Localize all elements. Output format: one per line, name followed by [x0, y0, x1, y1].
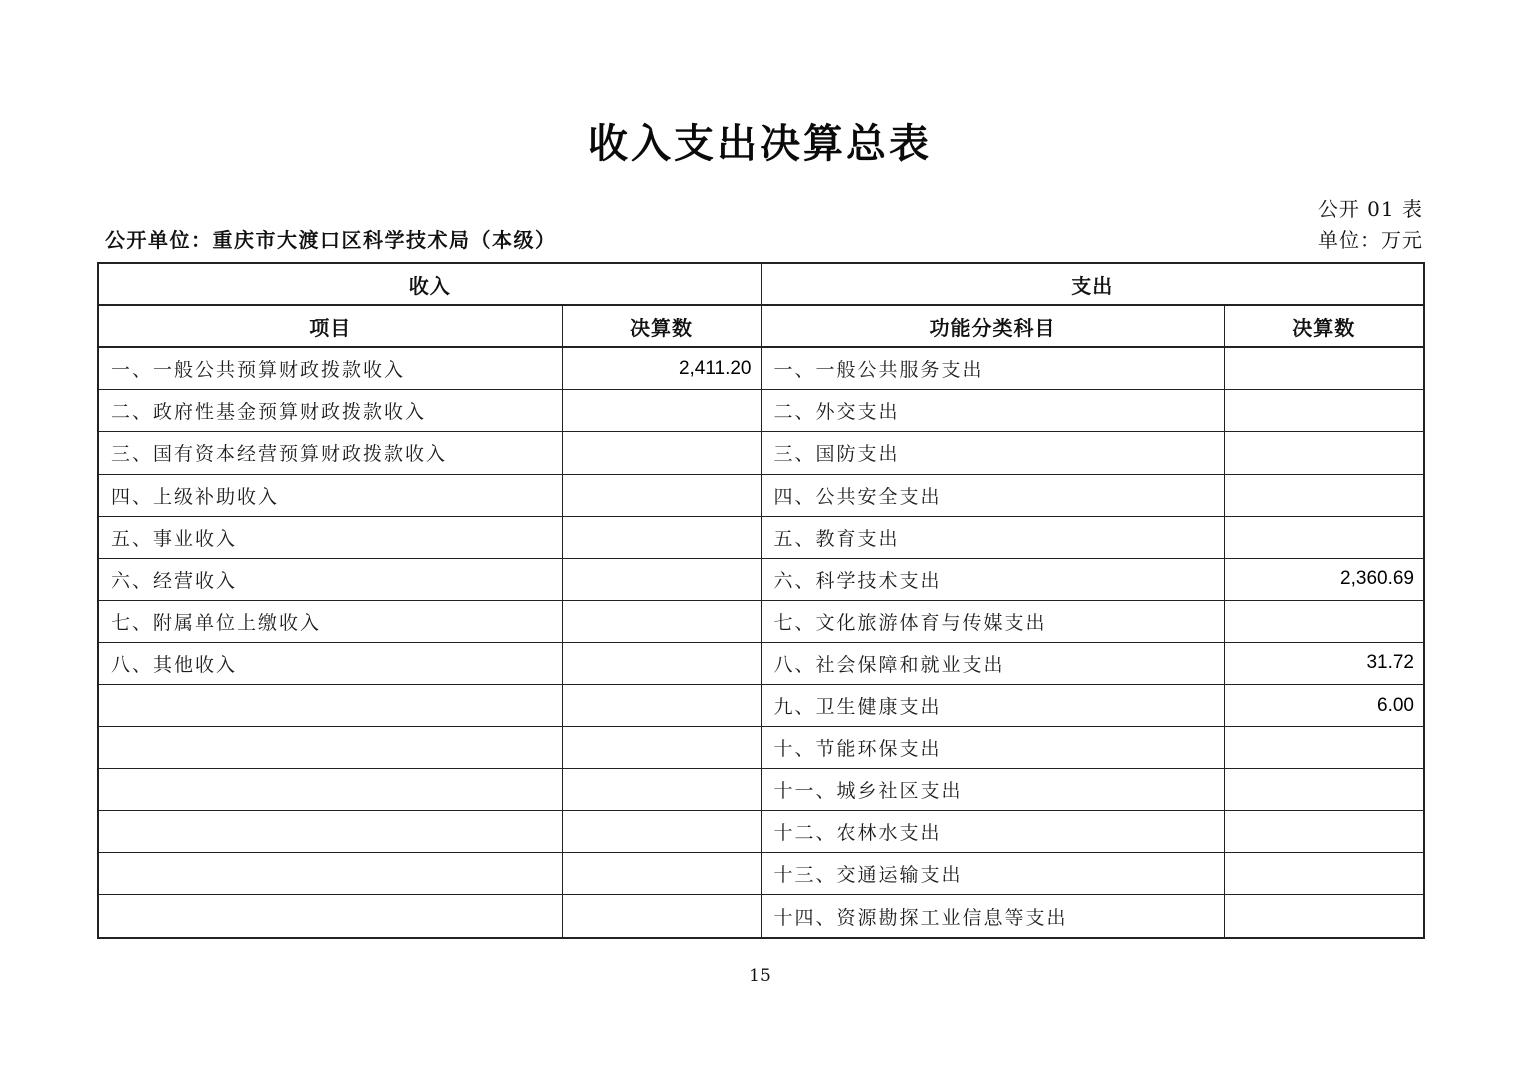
content-area [97, 193, 1423, 939]
expense-amount-cell: 2,360.69 [1224, 558, 1424, 600]
income-section-header: 收入 [98, 263, 761, 305]
expense-amount-cell [1224, 727, 1424, 769]
income-amount-cell [562, 769, 761, 811]
income-amount-cell: 2,411.20 [562, 347, 761, 390]
money-unit-label: 单位：万元 [1318, 228, 1423, 252]
expense-amount-cell [1224, 516, 1424, 558]
expense-item-cell: 十四、资源勘探工业信息等支出 [761, 895, 1224, 938]
table-row [98, 895, 1424, 938]
expense-item-cell: 十、节能环保支出 [761, 727, 1224, 769]
table-row [98, 558, 1424, 600]
income-item-column-header: 项目 [98, 305, 562, 347]
expense-amount-cell [1224, 811, 1424, 853]
expense-item-cell: 十二、农林水支出 [761, 811, 1224, 853]
page-title: 收入支出决算总表 [588, 122, 932, 166]
income-item-cell [98, 853, 562, 895]
expense-amount-cell [1224, 769, 1424, 811]
meta-row [97, 224, 1423, 253]
income-amount-cell [562, 642, 761, 684]
expense-item-cell: 十一、城乡社区支出 [761, 769, 1224, 811]
expense-amount-cell [1224, 432, 1424, 474]
income-item-cell: 六、经营收入 [98, 558, 562, 600]
section-header-row [98, 263, 1424, 305]
income-amount-cell [562, 600, 761, 642]
income-item-cell: 七、附属单位上缴收入 [98, 600, 562, 642]
income-amount-column-header: 决算数 [562, 305, 761, 347]
table-row [98, 769, 1424, 811]
expense-item-cell: 一、一般公共服务支出 [761, 347, 1224, 390]
income-item-cell [98, 895, 562, 938]
table-row [98, 474, 1424, 516]
income-amount-cell [562, 390, 761, 432]
table-number: 公开 01 表 [1317, 197, 1423, 221]
table-row [98, 347, 1424, 390]
expense-amount-cell [1224, 853, 1424, 895]
income-item-cell: 五、事业收入 [98, 516, 562, 558]
expense-item-cell: 十三、交通运输支出 [761, 853, 1224, 895]
table-header [98, 263, 1424, 347]
income-item-cell: 八、其他收入 [98, 642, 562, 684]
expense-section-header: 支出 [761, 263, 1424, 305]
expense-item-cell: 八、社会保障和就业支出 [761, 642, 1224, 684]
income-amount-cell [562, 558, 761, 600]
table-body [98, 347, 1424, 938]
expense-amount-cell: 31.72 [1224, 642, 1424, 684]
income-expense-table [97, 262, 1425, 939]
income-amount-cell [562, 685, 761, 727]
table-row [98, 642, 1424, 684]
expense-amount-cell: 6.00 [1224, 685, 1424, 727]
income-amount-cell [562, 895, 761, 938]
expense-item-cell: 二、外交支出 [761, 390, 1224, 432]
column-header-row [98, 305, 1424, 347]
table-row [98, 853, 1424, 895]
expense-item-cell: 九、卫生健康支出 [761, 685, 1224, 727]
expense-item-cell: 四、公共安全支出 [761, 474, 1224, 516]
table-row [98, 432, 1424, 474]
expense-item-cell: 六、科学技术支出 [761, 558, 1224, 600]
income-item-cell [98, 727, 562, 769]
table-row [98, 727, 1424, 769]
income-item-cell [98, 685, 562, 727]
expense-amount-cell [1224, 895, 1424, 938]
expense-amount-cell [1224, 600, 1424, 642]
income-item-cell [98, 811, 562, 853]
income-amount-cell [562, 432, 761, 474]
page-number: 15 [749, 966, 771, 986]
income-amount-cell [562, 516, 761, 558]
expense-item-cell: 七、文化旅游体育与传媒支出 [761, 600, 1224, 642]
expense-amount-cell [1224, 474, 1424, 516]
expense-item-cell: 五、教育支出 [761, 516, 1224, 558]
income-item-cell: 四、上级补助收入 [98, 474, 562, 516]
expense-amount-column-header: 决算数 [1224, 305, 1424, 347]
expense-amount-cell [1224, 390, 1424, 432]
table-row [98, 811, 1424, 853]
expense-item-column-header: 功能分类科目 [761, 305, 1224, 347]
income-amount-cell [562, 727, 761, 769]
income-item-cell: 三、国有资本经营预算财政拨款收入 [98, 432, 562, 474]
income-amount-cell [562, 811, 761, 853]
table-row [98, 685, 1424, 727]
income-item-cell: 一、一般公共预算财政拨款收入 [98, 347, 562, 390]
income-item-cell: 二、政府性基金预算财政拨款收入 [98, 390, 562, 432]
publishing-unit-label: 公开单位：重庆市大渡口区科学技术局（本级） [105, 228, 557, 252]
table-row [98, 600, 1424, 642]
income-amount-cell [562, 853, 761, 895]
expense-amount-cell [1224, 347, 1424, 390]
expense-item-cell: 三、国防支出 [761, 432, 1224, 474]
income-amount-cell [562, 474, 761, 516]
income-item-cell [98, 769, 562, 811]
table-row [98, 390, 1424, 432]
table-row [98, 516, 1424, 558]
